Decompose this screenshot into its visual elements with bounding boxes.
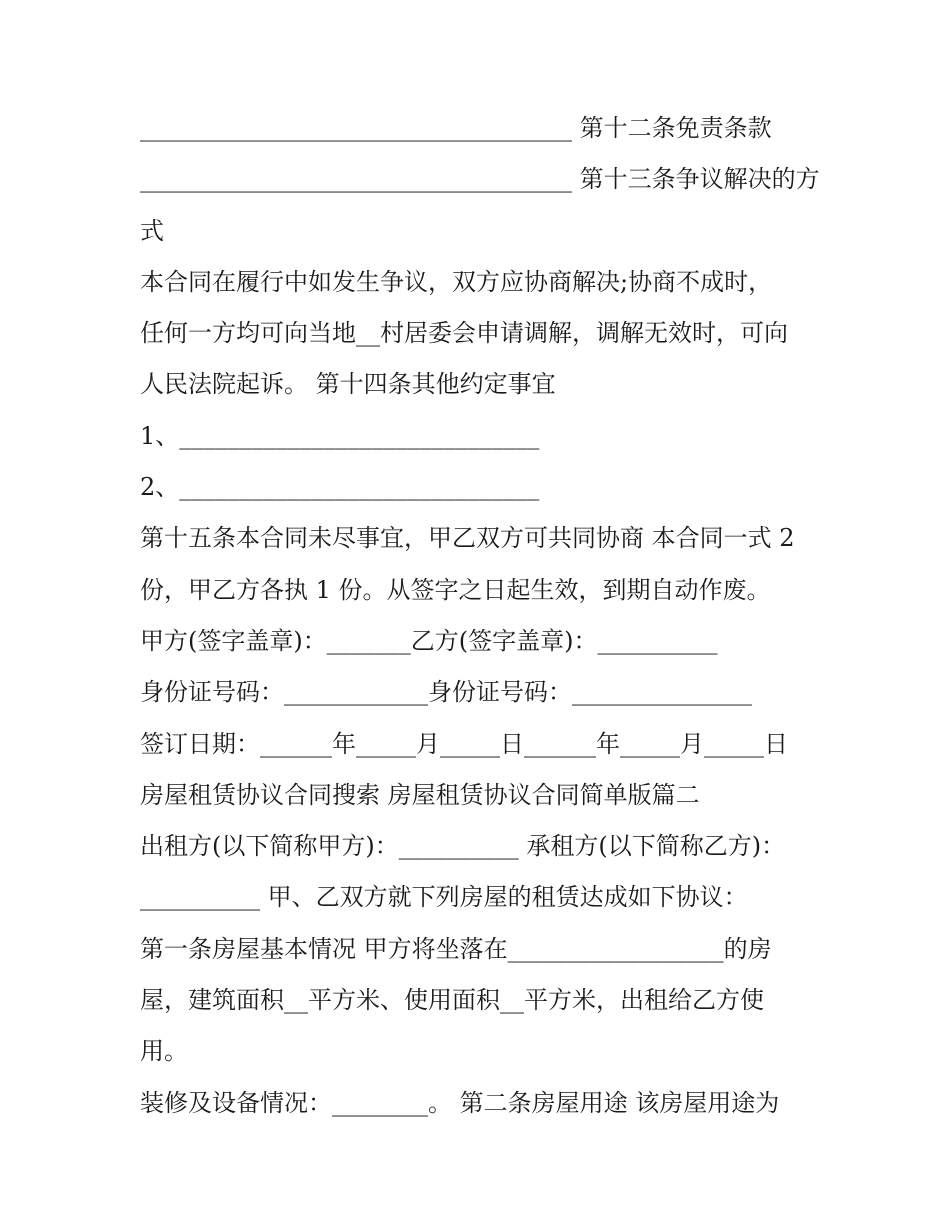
text-line-section-title: 房屋租赁协议合同搜索 房屋租赁协议合同简单版篇二 xyxy=(140,780,700,809)
text-line-dispute-resolution-heading-cont: 式 xyxy=(140,216,164,245)
document-body xyxy=(140,103,820,1129)
text-line-signatures: 甲方(签字盖章)：_______乙方(签字盖章)：__________ xyxy=(140,626,718,655)
text-line-exemption-clause: ____________________________________ 第十二条免责条款 xyxy=(140,114,772,142)
text-line-article-1-1: 第一条房屋基本情况 甲方将坐落在__________________的房 xyxy=(140,934,772,963)
text-line-article-15-1: 第十五条本合同未尽事宜，甲乙双方可共同协商 本合同一式 2 xyxy=(140,524,795,553)
text-line-signing-date: 签订日期：______年_____月_____日______年_____月_____日 xyxy=(140,729,788,758)
text-line-dispute-resolution-heading: ____________________________________ 第十三条争议解决的方 xyxy=(140,165,820,194)
text-line-parties-1: 出租方(以下简称甲方)：__________ 承租方(以下简称乙方)： xyxy=(140,832,786,861)
text-line-dispute-paragraph-2: 任何一方均可向当地__村居委会申请调解，调解无效时，可向 xyxy=(140,319,788,348)
text-line-other-item-1: 1、______________________________ xyxy=(140,421,540,450)
text-line-parties-2: __________ 甲、乙双方就下列房屋的租赁达成如下协议： xyxy=(140,883,748,912)
text-line-article-1-2: 屋，建筑面积__平方米、使用面积__平方米，出租给乙方使 xyxy=(140,986,764,1015)
text-line-article-1-3: 用。 xyxy=(140,1037,188,1066)
text-line-dispute-paragraph-1: 本合同在履行中如发生争议，双方应协商解决;协商不成时， xyxy=(140,267,773,296)
text-line-id-numbers: 身份证号码：____________身份证号码：_______________ xyxy=(140,678,752,707)
text-line-decoration-and-article-2: 装修及设备情况：________。 第二条房屋用途 该房屋用途为 xyxy=(140,1088,780,1117)
text-line-dispute-paragraph-3: 人民法院起诉。 第十四条其他约定事宜 xyxy=(140,370,556,399)
text-line-article-15-2: 份，甲乙方各执 1 份。从签字之日起生效，到期自动作废。 xyxy=(140,575,771,604)
text-line-other-item-2: 2、______________________________ xyxy=(140,473,540,502)
